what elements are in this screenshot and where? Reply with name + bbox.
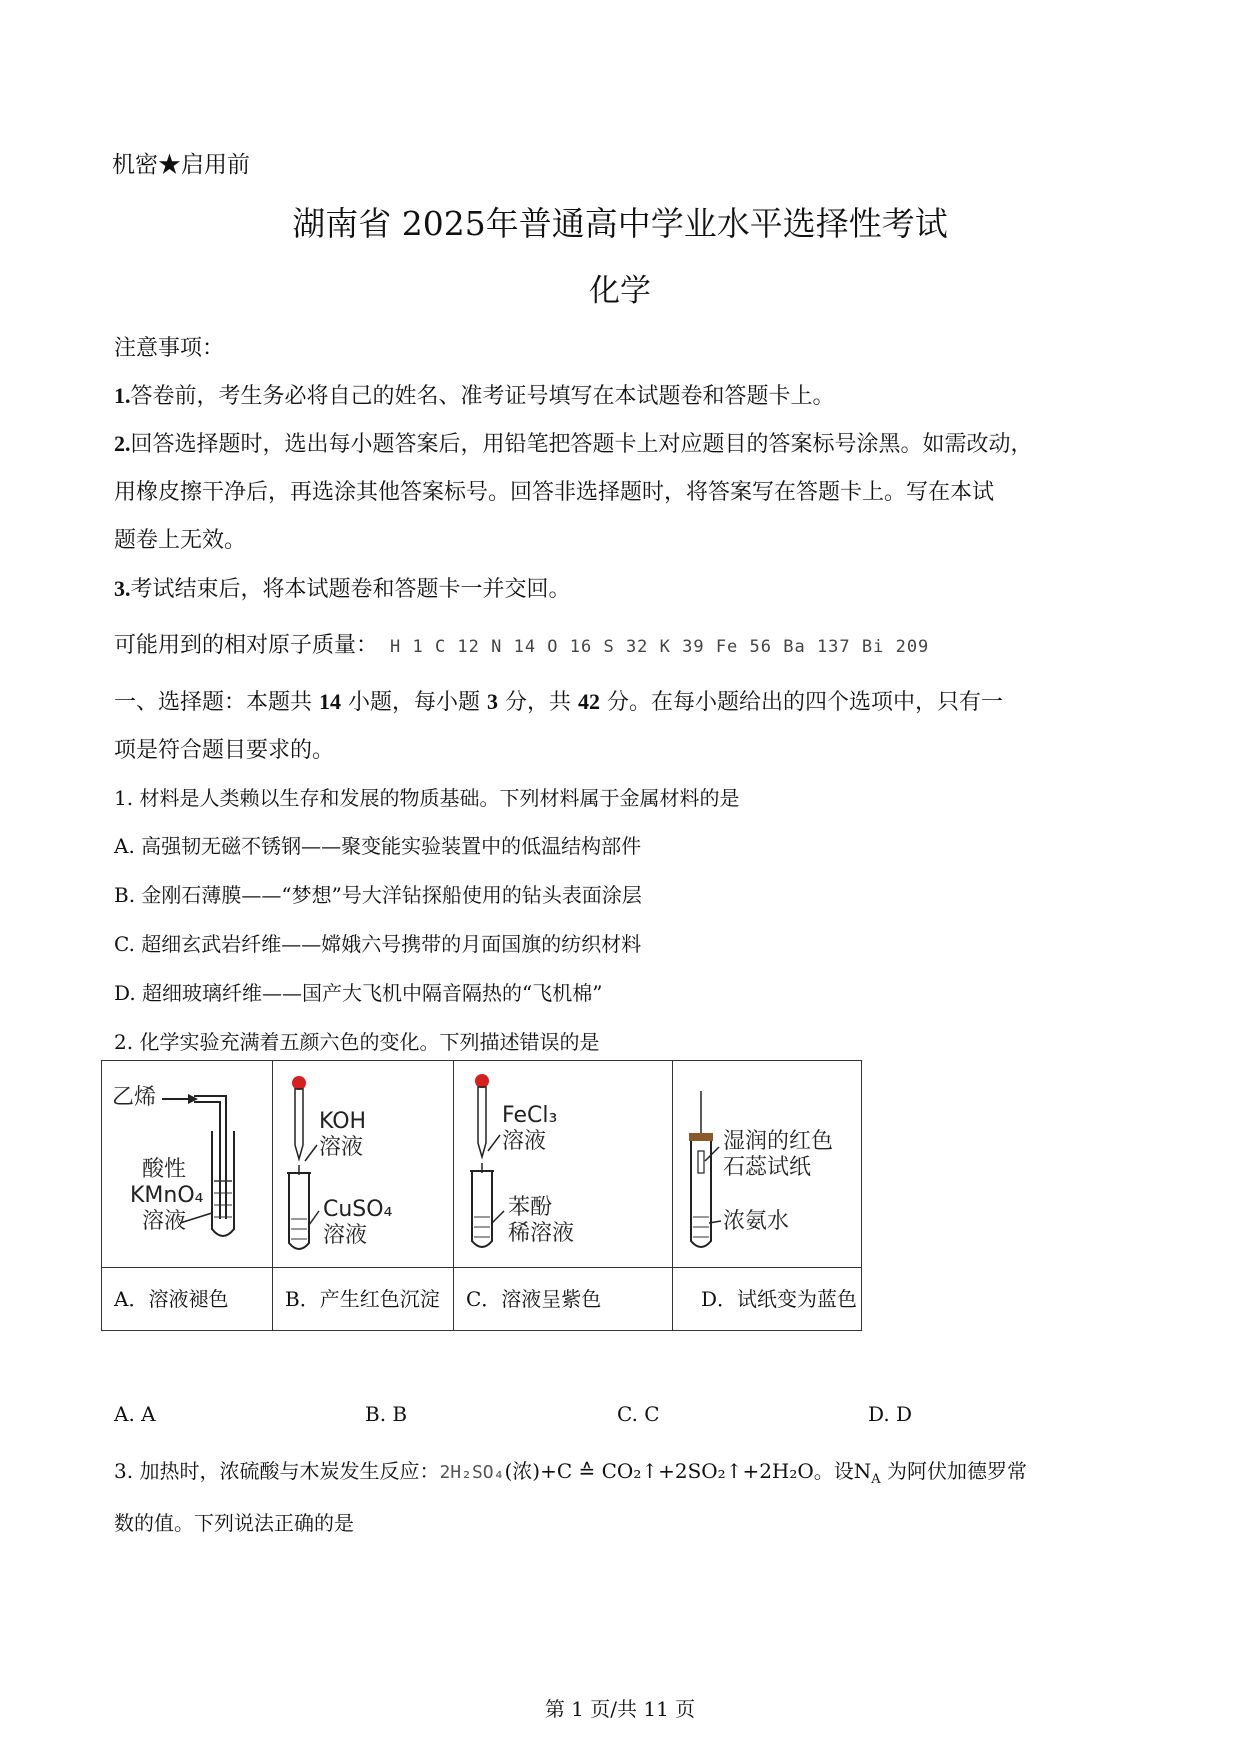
figure-a [102,1061,272,1267]
caption-d: D．试纸变为蓝色 [673,1267,861,1330]
q2-answer-b: B. B [365,1402,408,1426]
koh-solution-label: 溶液 [319,1135,364,1160]
figure-d [673,1061,861,1267]
figure-b [273,1061,453,1267]
caption-b: B．产生红色沉淀 [273,1267,453,1330]
acidic-label: 酸性 [142,1157,187,1182]
q1-option-d: D. 超细玻璃纤维——国产大飞机中隔音隔热的“飞机棉” [114,981,603,1005]
phenol-dilute-label: 稀溶液 [508,1221,575,1246]
litmus-label: 湿润的红色 [723,1129,834,1154]
notice-item-2-line2: 用橡皮擦干净后，再选涂其他答案标号。回答非选择题时，将答案写在答题卡上。写在本试 [114,480,995,505]
section-heading-line2: 项是符合题目要求的。 [114,738,335,763]
cuso4-label: CuSO₄ [323,1197,393,1222]
figure-d-cell [673,1061,862,1331]
q2-answer-c: C. C [617,1402,660,1426]
atomic-mass-values: H 1 C 12 N 14 O 16 S 32 K 39 Fe 56 Ba 137 Bi 209 [390,637,930,657]
figure-c [454,1061,672,1267]
ethylene-label: 乙烯 [112,1085,157,1110]
notice-item-2-line3: 题卷上无效。 [114,528,247,553]
koh-label: KOH [319,1109,367,1134]
q2-answer-d: D. D [868,1402,913,1426]
figure-c-cell [454,1061,673,1331]
solution-label-a: 溶液 [142,1209,187,1234]
figure-b-cell [273,1061,454,1331]
q3-stem: 3. 加热时，浓硫酸与木炭发生反应：2H₂SO₄(浓)+C ≙ CO₂↑+2SO₂↑+2H₂O。设$N_A$ 为阿伏加德罗常 [114,1459,1028,1487]
q3-stem-line2: 数的值。下列说法正确的是 [114,1511,354,1535]
exam-title: 湖南省 2025年普通高中学业水平选择性考试 [292,204,948,243]
fecl3-solution-label: 溶液 [502,1129,547,1154]
phenol-label: 苯酚 [508,1195,553,1220]
notice-item-2: 2.回答选择题时，选出每小题答案后，用铅笔把答题卡上对应题目的答案标号涂黑。如需改动， [114,431,1033,457]
q1-option-a: A. 高强韧无磁不锈钢——聚变能实验装置中的低温结构部件 [114,834,642,858]
caption-c: C．溶液呈紫色 [454,1267,672,1330]
q2-answer-a: A. A [114,1402,156,1426]
q1-stem: 1. 材料是人类赖以生存和发展的物质基础。下列材料属于金属材料的是 [114,786,740,810]
kmno4-label: KMnO₄ [130,1183,204,1208]
notice-heading: 注意事项： [114,336,225,361]
caption-a: A．溶液褪色 [102,1267,272,1330]
h2so4-formula: 2H₂SO₄ [439,1462,505,1483]
q2-experiment-table [101,1060,862,1331]
notice-item-3: 3.考试结束后，将本试题卷和答题卡一并交回。 [114,576,571,602]
notice-item-1: 1.答卷前，考生务必将自己的姓名、准考证号填写在本试题卷和答题卡上。 [114,383,835,409]
figure-a-cell [102,1061,273,1331]
fecl3-label: FeCl₃ [502,1103,558,1128]
confidential-label: 机密★启用前 [112,152,250,178]
q2-stem: 2. 化学实验充满着五颜六色的变化。下列描述错误的是 [114,1030,600,1054]
q1-option-b: B. 金刚石薄膜——“梦想”号大洋钻探船使用的钻头表面涂层 [114,883,642,907]
q1-option-c: C. 超细玄武岩纤维——嫦娥六号携带的月面国旗的纺织材料 [114,932,642,956]
atomic-mass-line: 可能用到的相对原子质量： H 1 C 12 N 14 O 16 S 32 K 39 Fe 56 Ba 137 Bi 209 [114,633,930,658]
subject-title: 化学 [589,273,651,309]
reaction-equation: (浓)+C ≙ CO₂↑+2SO₂↑+2H₂O [504,1459,814,1483]
litmus-paper-label: 石蕊试纸 [723,1155,812,1180]
cuso4-solution-label: 溶液 [323,1223,368,1248]
page-footer: 第 1 页/共 11 页 [544,1697,696,1721]
ammonia-label: 浓氨水 [723,1209,790,1234]
section-heading: 一、选择题：本题共 14 小题，每小题 3 分，共 42 分。在每小题给出的四个选项中，只有一 [114,689,1003,715]
